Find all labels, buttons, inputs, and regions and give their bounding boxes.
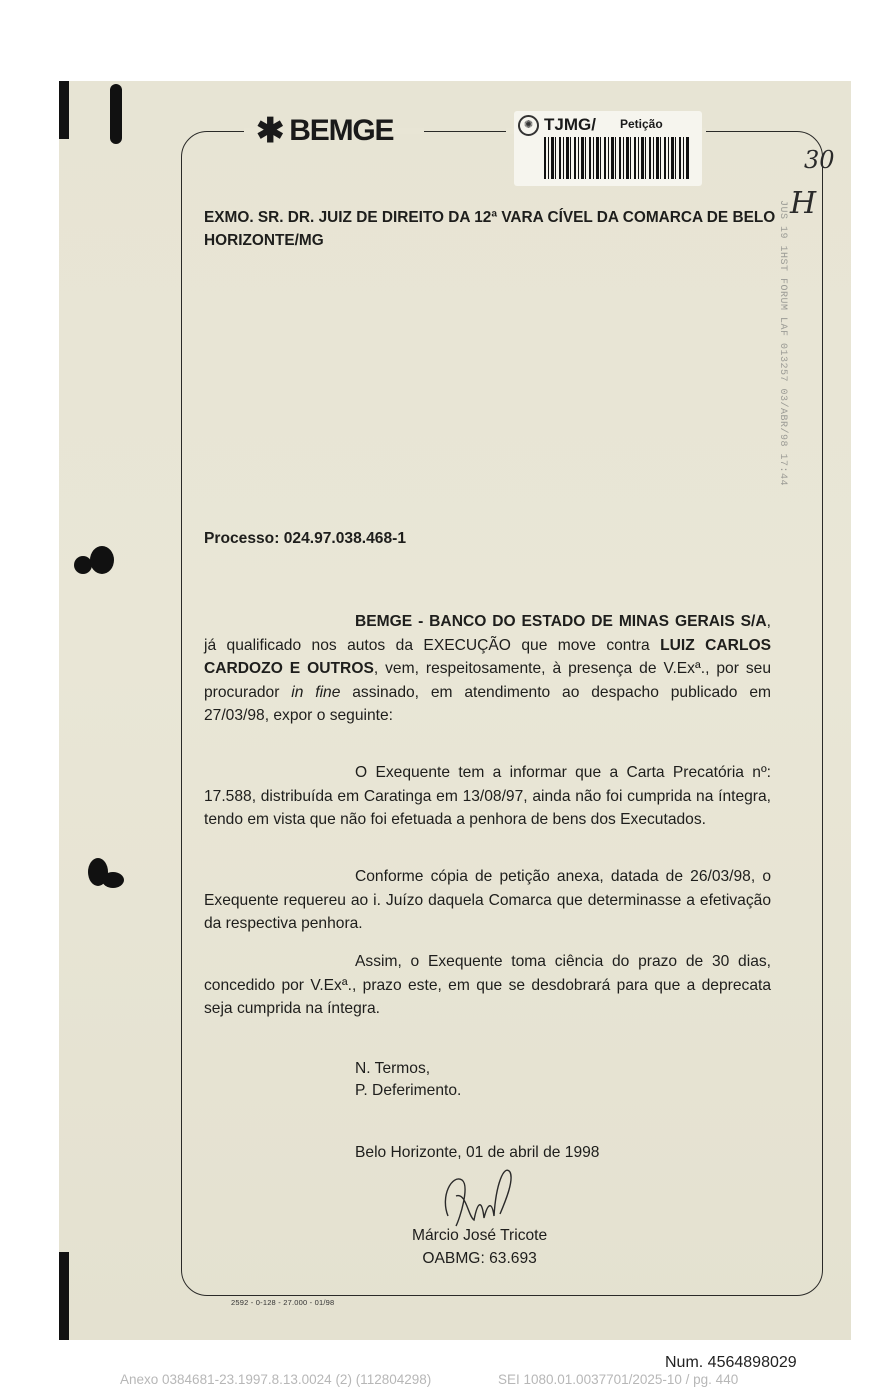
ink-smudge bbox=[110, 84, 122, 144]
protocol-side-stamp: JUS 19 1HST FORUM LAF 013257 03/ABR/98 17:44 bbox=[777, 200, 788, 487]
court-seal-icon: ✺ bbox=[518, 115, 539, 136]
sticker-type: Petição bbox=[620, 117, 663, 131]
ink-blot bbox=[90, 546, 114, 574]
party-name: BEMGE - BANCO DO ESTADO DE MINAS GERAIS S/A bbox=[355, 613, 767, 630]
process-number: Processo: 024.97.038.468-1 bbox=[204, 530, 406, 547]
bemge-logo bbox=[256, 114, 393, 148]
page-edge-shadow-bottom bbox=[59, 1252, 69, 1340]
ink-blot bbox=[102, 872, 124, 888]
signer-name: Márcio José Tricote bbox=[412, 1227, 548, 1244]
paragraph-2 bbox=[204, 865, 771, 936]
intro-text-2: , vem, respeitosamente, à presença de V.Exª., por seu procurador bbox=[204, 660, 771, 701]
document-number: Num. 4564898029 bbox=[665, 1354, 797, 1371]
place-date: Belo Horizonte, 01 de abril de 1998 bbox=[355, 1144, 600, 1161]
logo-text: BEMGE bbox=[289, 114, 394, 147]
closing-line-2: P. Deferimento. bbox=[355, 1082, 462, 1099]
form-print-code: 2592 - 0-128 - 27.000 - 01/98 bbox=[231, 1298, 335, 1307]
handwritten-folio-number: 30 bbox=[804, 146, 835, 174]
intro-text-1: , já qualificado nos autos da EXECUÇÃO que move contra bbox=[204, 613, 771, 654]
page-edge-shadow bbox=[59, 81, 69, 139]
paragraph-3-text: Assim, o Exequente toma ciência do prazo de 30 dias, concedido por V.Exª., prazo este, em que se desdobrará para que a deprecata seja cumprida na íntegra. bbox=[204, 953, 771, 1017]
handwritten-initials: H bbox=[790, 186, 817, 221]
closing-line-1: N. Termos, bbox=[355, 1060, 431, 1077]
signer-oab: OABMG: 63.693 bbox=[422, 1250, 537, 1267]
intro-italic: in fine bbox=[291, 683, 341, 701]
paragraph-2-text: Conforme cópia de petição anexa, datada de 26/03/98, o Exequente requereu ao i. Juízo daquela Comarca que determinasse a efetivação da respectiva penhora. bbox=[204, 868, 771, 932]
footer-sei: SEI 1080.01.0037701/2025-10 / pg. 440 bbox=[498, 1372, 739, 1387]
addressee: EXMO. SR. DR. JUIZ DE DIREITO DA 12ª VARA CÍVEL DA COMARCA DE BELO HORIZONTE/MG bbox=[204, 209, 776, 249]
paragraph-3 bbox=[204, 950, 771, 1021]
barcode bbox=[544, 137, 690, 179]
intro-text-3: assinado, em atendimento ao despacho publicado em 27/03/98, expor o seguinte: bbox=[204, 683, 771, 724]
signer-block bbox=[412, 1224, 547, 1270]
paragraph-1-text: O Exequente tem a informar que a Carta Precatória nº: 17.588, distribuída em Caratinga em 13/08/97, ainda não foi cumprida na íntegra, tendo em vista que não foi efetuada a penhora de bens dos Executados. bbox=[204, 764, 771, 828]
sticker-court: TJMG/ bbox=[544, 115, 596, 134]
footer-annex: Anexo 0384681-23.1997.8.13.0024 (2) (112804298) bbox=[120, 1372, 432, 1387]
defendant-name: LUIZ CARLOS CARDOZO E OUTROS bbox=[204, 636, 771, 677]
asterisk-logo-icon: ✱ bbox=[256, 112, 284, 150]
paragraph-1 bbox=[204, 761, 771, 832]
intro-paragraph bbox=[204, 610, 771, 728]
court-protocol-sticker bbox=[514, 111, 702, 186]
